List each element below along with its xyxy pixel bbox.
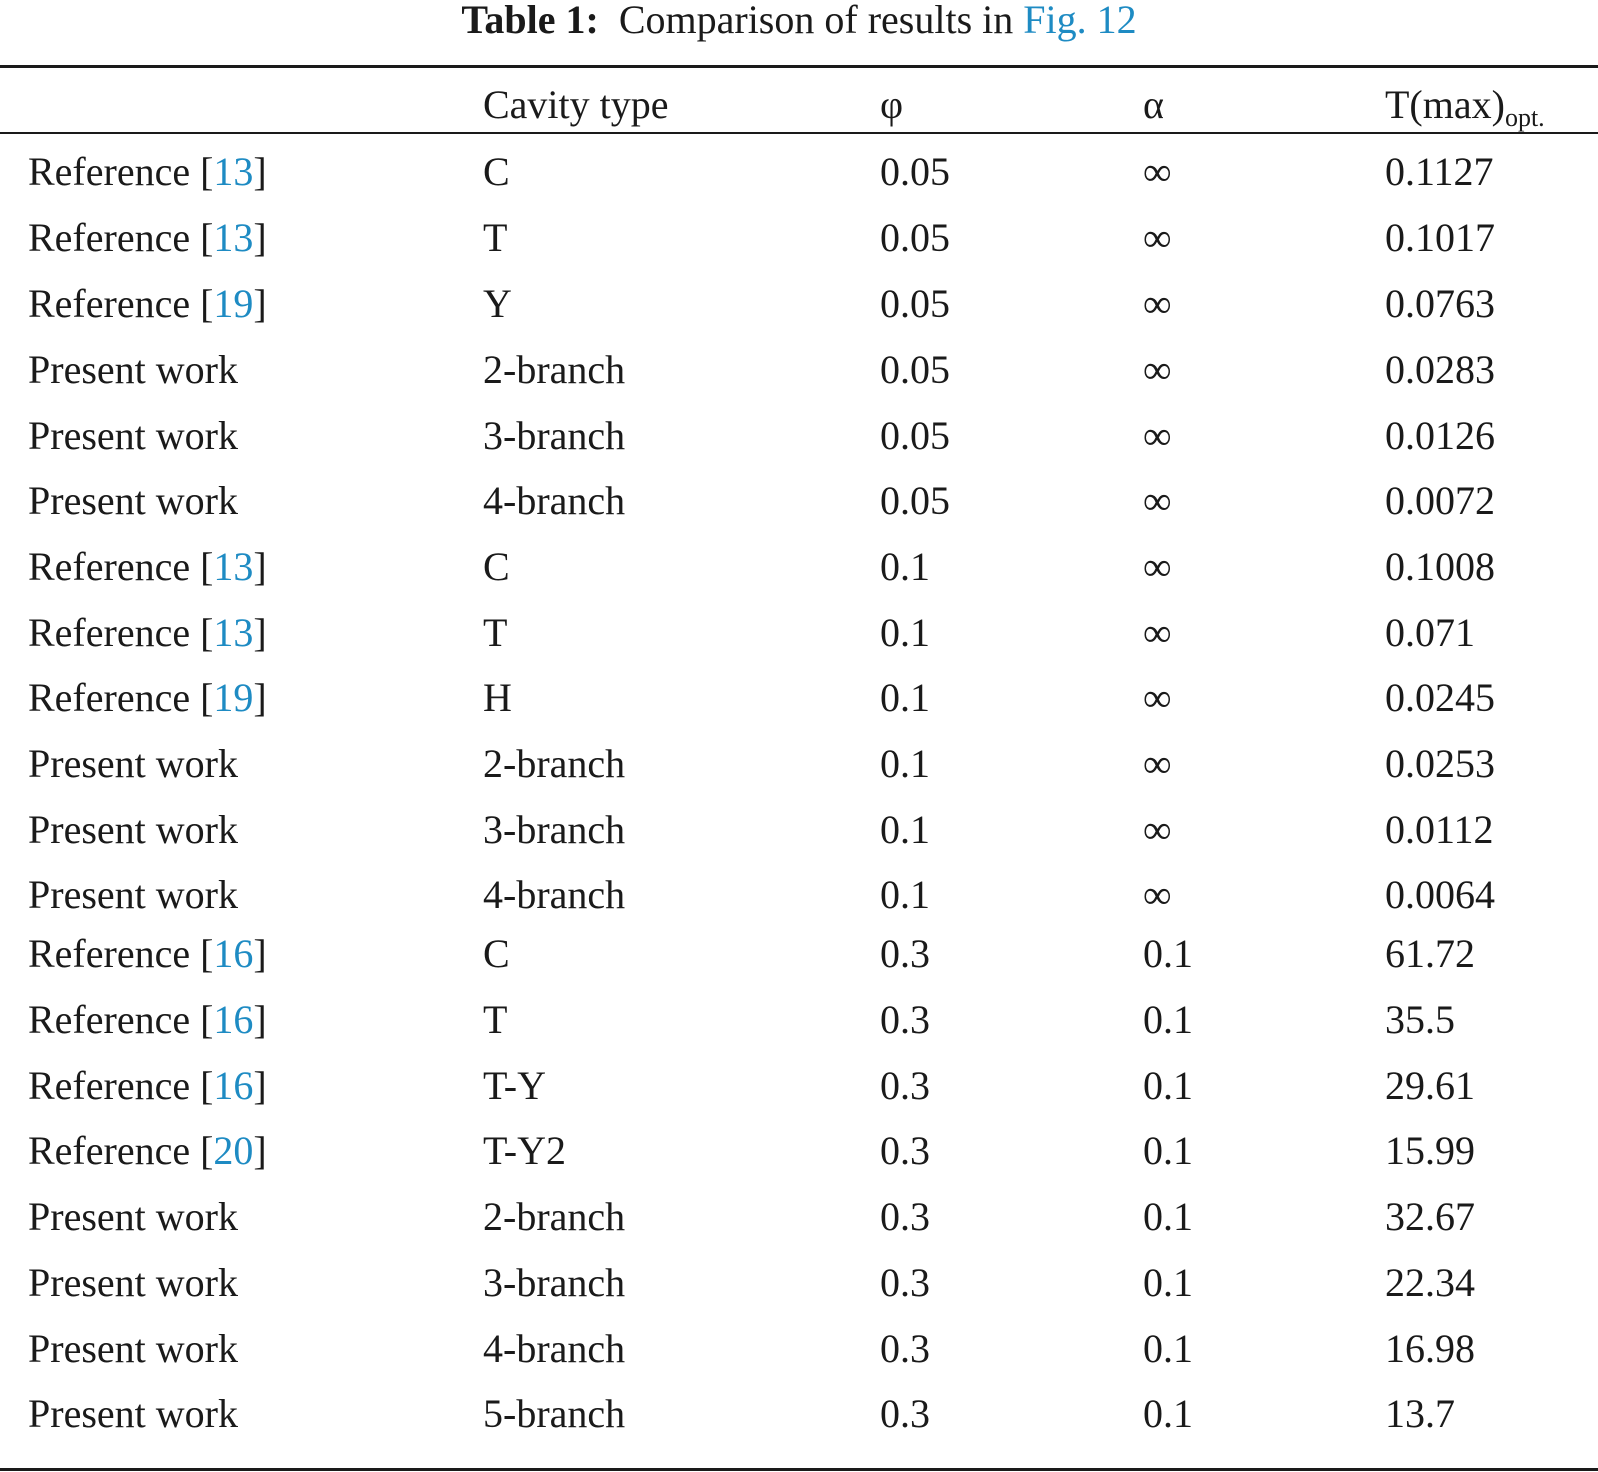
- cell-alpha: 0.1: [1143, 1063, 1193, 1108]
- table-row: [0, 215, 1598, 260]
- table-row: [0, 544, 1598, 589]
- source-text: Reference: [28, 675, 191, 720]
- cell-phi: 0.3: [880, 1063, 930, 1108]
- cell-source: [28, 413, 238, 458]
- cell-tmax: 0.0112: [1385, 807, 1494, 852]
- cell-cavity-type: 2-branch: [483, 741, 626, 786]
- cell-source: Reference [19]: [28, 675, 267, 720]
- source-text: Reference: [28, 544, 191, 589]
- cell-alpha: ∞: [1143, 478, 1172, 523]
- cell-source: Reference [20]: [28, 1128, 267, 1173]
- cell-cavity-type: C: [483, 544, 510, 589]
- source-text: Present work: [28, 741, 238, 786]
- cell-source: [28, 347, 238, 392]
- cell-phi: 0.3: [880, 997, 930, 1042]
- table-row: [0, 1391, 1598, 1436]
- cell-alpha: 0.1: [1143, 1391, 1193, 1436]
- header-tmax-main: T(max): [1385, 82, 1505, 127]
- cell-alpha: 0.1: [1143, 1326, 1193, 1371]
- citation-link[interactable]: 13: [213, 544, 254, 589]
- source-text: Reference: [28, 149, 191, 194]
- cell-tmax: 0.1008: [1385, 544, 1495, 589]
- cell-phi: 0.05: [880, 281, 950, 326]
- cell-alpha: ∞: [1143, 807, 1172, 852]
- cell-source: [28, 807, 238, 852]
- cell-alpha: 0.1: [1143, 931, 1193, 976]
- cell-phi: 0.1: [880, 610, 930, 655]
- cell-source: [28, 1260, 238, 1305]
- source-text: Reference: [28, 1128, 191, 1173]
- cell-cavity-type: C: [483, 149, 510, 194]
- cell-tmax: 15.99: [1385, 1128, 1475, 1173]
- cell-alpha: ∞: [1143, 215, 1172, 260]
- source-text: Reference: [28, 1063, 191, 1108]
- table-row: [0, 997, 1598, 1042]
- citation-link[interactable]: 13: [213, 215, 254, 260]
- cell-source: Reference [13]: [28, 610, 267, 655]
- citation-link[interactable]: 20: [213, 1128, 254, 1173]
- cell-alpha: 0.1: [1143, 1194, 1193, 1239]
- cell-tmax: 0.0072: [1385, 478, 1495, 523]
- table-row: [0, 478, 1598, 523]
- source-text: Present work: [28, 1194, 238, 1239]
- cell-phi: 0.3: [880, 1326, 930, 1371]
- cell-phi: 0.05: [880, 215, 950, 260]
- table-caption: [0, 0, 1598, 40]
- table-row: [0, 610, 1598, 655]
- cell-cavity-type: 4-branch: [483, 478, 626, 523]
- cell-alpha: 0.1: [1143, 1128, 1193, 1173]
- cell-source: [28, 1391, 238, 1436]
- table-row: [0, 149, 1598, 194]
- citation-link[interactable]: 19: [213, 675, 254, 720]
- source-text: Reference: [28, 281, 191, 326]
- caption-text: Comparison of results in: [618, 0, 1014, 42]
- cell-phi: 0.3: [880, 1260, 930, 1305]
- citation-link[interactable]: 13: [213, 610, 254, 655]
- cell-phi: 0.05: [880, 478, 950, 523]
- cell-tmax: 61.72: [1385, 931, 1475, 976]
- cell-alpha: ∞: [1143, 872, 1172, 917]
- source-text: Present work: [28, 872, 238, 917]
- cell-cavity-type: 4-branch: [483, 872, 626, 917]
- table-row: [0, 931, 1598, 976]
- cell-cavity-type: 3-branch: [483, 1260, 626, 1305]
- cell-tmax: 29.61: [1385, 1063, 1475, 1108]
- cell-source: Reference [19]: [28, 281, 267, 326]
- cell-source: [28, 872, 238, 917]
- header-alpha: α: [1143, 82, 1164, 127]
- table-header: [0, 82, 1598, 132]
- cell-cavity-type: 2-branch: [483, 347, 626, 392]
- cell-alpha: ∞: [1143, 610, 1172, 655]
- header-phi: φ: [880, 82, 904, 127]
- cell-tmax: 0.0253: [1385, 741, 1495, 786]
- cell-tmax: 0.1127: [1385, 149, 1494, 194]
- header-tmax: [1385, 82, 1545, 132]
- cell-phi: 0.05: [880, 413, 950, 458]
- cell-phi: 0.3: [880, 1194, 930, 1239]
- cell-source: [28, 1194, 238, 1239]
- cell-phi: 0.1: [880, 807, 930, 852]
- bottom-rule: [0, 1468, 1598, 1471]
- cell-source: Reference [13]: [28, 215, 267, 260]
- cell-cavity-type: 3-branch: [483, 413, 626, 458]
- table-label: Table 1:: [461, 0, 599, 42]
- cell-tmax: 0.0245: [1385, 675, 1495, 720]
- cell-tmax: 13.7: [1385, 1391, 1455, 1436]
- cell-phi: 0.05: [880, 347, 950, 392]
- source-text: Present work: [28, 478, 238, 523]
- source-text: Reference: [28, 931, 191, 976]
- cell-tmax: 16.98: [1385, 1326, 1475, 1371]
- cell-source: Reference [13]: [28, 544, 267, 589]
- cell-source: [28, 478, 238, 523]
- cell-alpha: ∞: [1143, 741, 1172, 786]
- source-text: Present work: [28, 413, 238, 458]
- cell-cavity-type: 3-branch: [483, 807, 626, 852]
- cell-alpha: ∞: [1143, 675, 1172, 720]
- cell-phi: 0.1: [880, 544, 930, 589]
- cell-source: [28, 1326, 238, 1371]
- source-text: Present work: [28, 1260, 238, 1305]
- cell-alpha: 0.1: [1143, 1260, 1193, 1305]
- cell-source: [28, 741, 238, 786]
- cell-cavity-type: T: [483, 610, 508, 655]
- cell-alpha: ∞: [1143, 149, 1172, 194]
- cell-tmax: 22.34: [1385, 1260, 1475, 1305]
- cell-phi: 0.3: [880, 931, 930, 976]
- cell-cavity-type: T-Y: [483, 1063, 546, 1108]
- citation-link[interactable]: 13: [213, 149, 254, 194]
- source-text: Reference: [28, 215, 191, 260]
- cell-cavity-type: H: [483, 675, 512, 720]
- cell-cavity-type: T: [483, 997, 508, 1042]
- citation-link[interactable]: 16: [213, 931, 254, 976]
- cell-phi: 0.3: [880, 1128, 930, 1173]
- cell-source: Reference [16]: [28, 997, 267, 1042]
- cell-phi: 0.1: [880, 675, 930, 720]
- source-text: Present work: [28, 1326, 238, 1371]
- cell-source: Reference [13]: [28, 149, 267, 194]
- cell-phi: 0.1: [880, 741, 930, 786]
- table-row: [0, 807, 1598, 852]
- cell-phi: 0.1: [880, 872, 930, 917]
- source-text: Present work: [28, 807, 238, 852]
- cell-alpha: ∞: [1143, 347, 1172, 392]
- figure-link[interactable]: Fig. 12: [1023, 0, 1137, 42]
- header-cavity-type: Cavity type: [483, 82, 669, 127]
- cell-alpha: 0.1: [1143, 997, 1193, 1042]
- cell-phi: 0.05: [880, 149, 950, 194]
- cell-tmax: 32.67: [1385, 1194, 1475, 1239]
- table-row: [0, 872, 1598, 917]
- source-text: Reference: [28, 610, 191, 655]
- cell-cavity-type: Y: [483, 281, 512, 326]
- citation-link[interactable]: 16: [213, 997, 254, 1042]
- cell-tmax: 0.1017: [1385, 215, 1495, 260]
- table-row: [0, 675, 1598, 720]
- cell-tmax: 0.071: [1385, 610, 1475, 655]
- table-row: [0, 413, 1598, 458]
- table-row: [0, 1260, 1598, 1305]
- table-row: [0, 741, 1598, 786]
- cell-cavity-type: 2-branch: [483, 1194, 626, 1239]
- citation-link[interactable]: 16: [213, 1063, 254, 1108]
- table-row: [0, 1326, 1598, 1371]
- table-row: [0, 281, 1598, 326]
- table-row: [0, 347, 1598, 392]
- citation-link[interactable]: 19: [213, 281, 254, 326]
- cell-phi: 0.3: [880, 1391, 930, 1436]
- header-tmax-sub: opt.: [1504, 103, 1545, 132]
- cell-cavity-type: T-Y2: [483, 1128, 566, 1173]
- source-text: Present work: [28, 347, 238, 392]
- table-row: [0, 1194, 1598, 1239]
- cell-tmax: 0.0126: [1385, 413, 1495, 458]
- table-row: [0, 1128, 1598, 1173]
- top-rule: [0, 65, 1598, 68]
- cell-tmax: 35.5: [1385, 997, 1455, 1042]
- cell-tmax: 0.0064: [1385, 872, 1495, 917]
- header-rule: [0, 132, 1598, 134]
- cell-alpha: ∞: [1143, 413, 1172, 458]
- source-text: Reference: [28, 997, 191, 1042]
- cell-cavity-type: C: [483, 931, 510, 976]
- cell-source: Reference [16]: [28, 1063, 267, 1108]
- table-row: [0, 1063, 1598, 1108]
- cell-cavity-type: 5-branch: [483, 1391, 626, 1436]
- cell-alpha: ∞: [1143, 544, 1172, 589]
- cell-tmax: 0.0763: [1385, 281, 1495, 326]
- cell-cavity-type: 4-branch: [483, 1326, 626, 1371]
- cell-tmax: 0.0283: [1385, 347, 1495, 392]
- cell-source: Reference [16]: [28, 931, 267, 976]
- source-text: Present work: [28, 1391, 238, 1436]
- cell-alpha: ∞: [1143, 281, 1172, 326]
- cell-cavity-type: T: [483, 215, 508, 260]
